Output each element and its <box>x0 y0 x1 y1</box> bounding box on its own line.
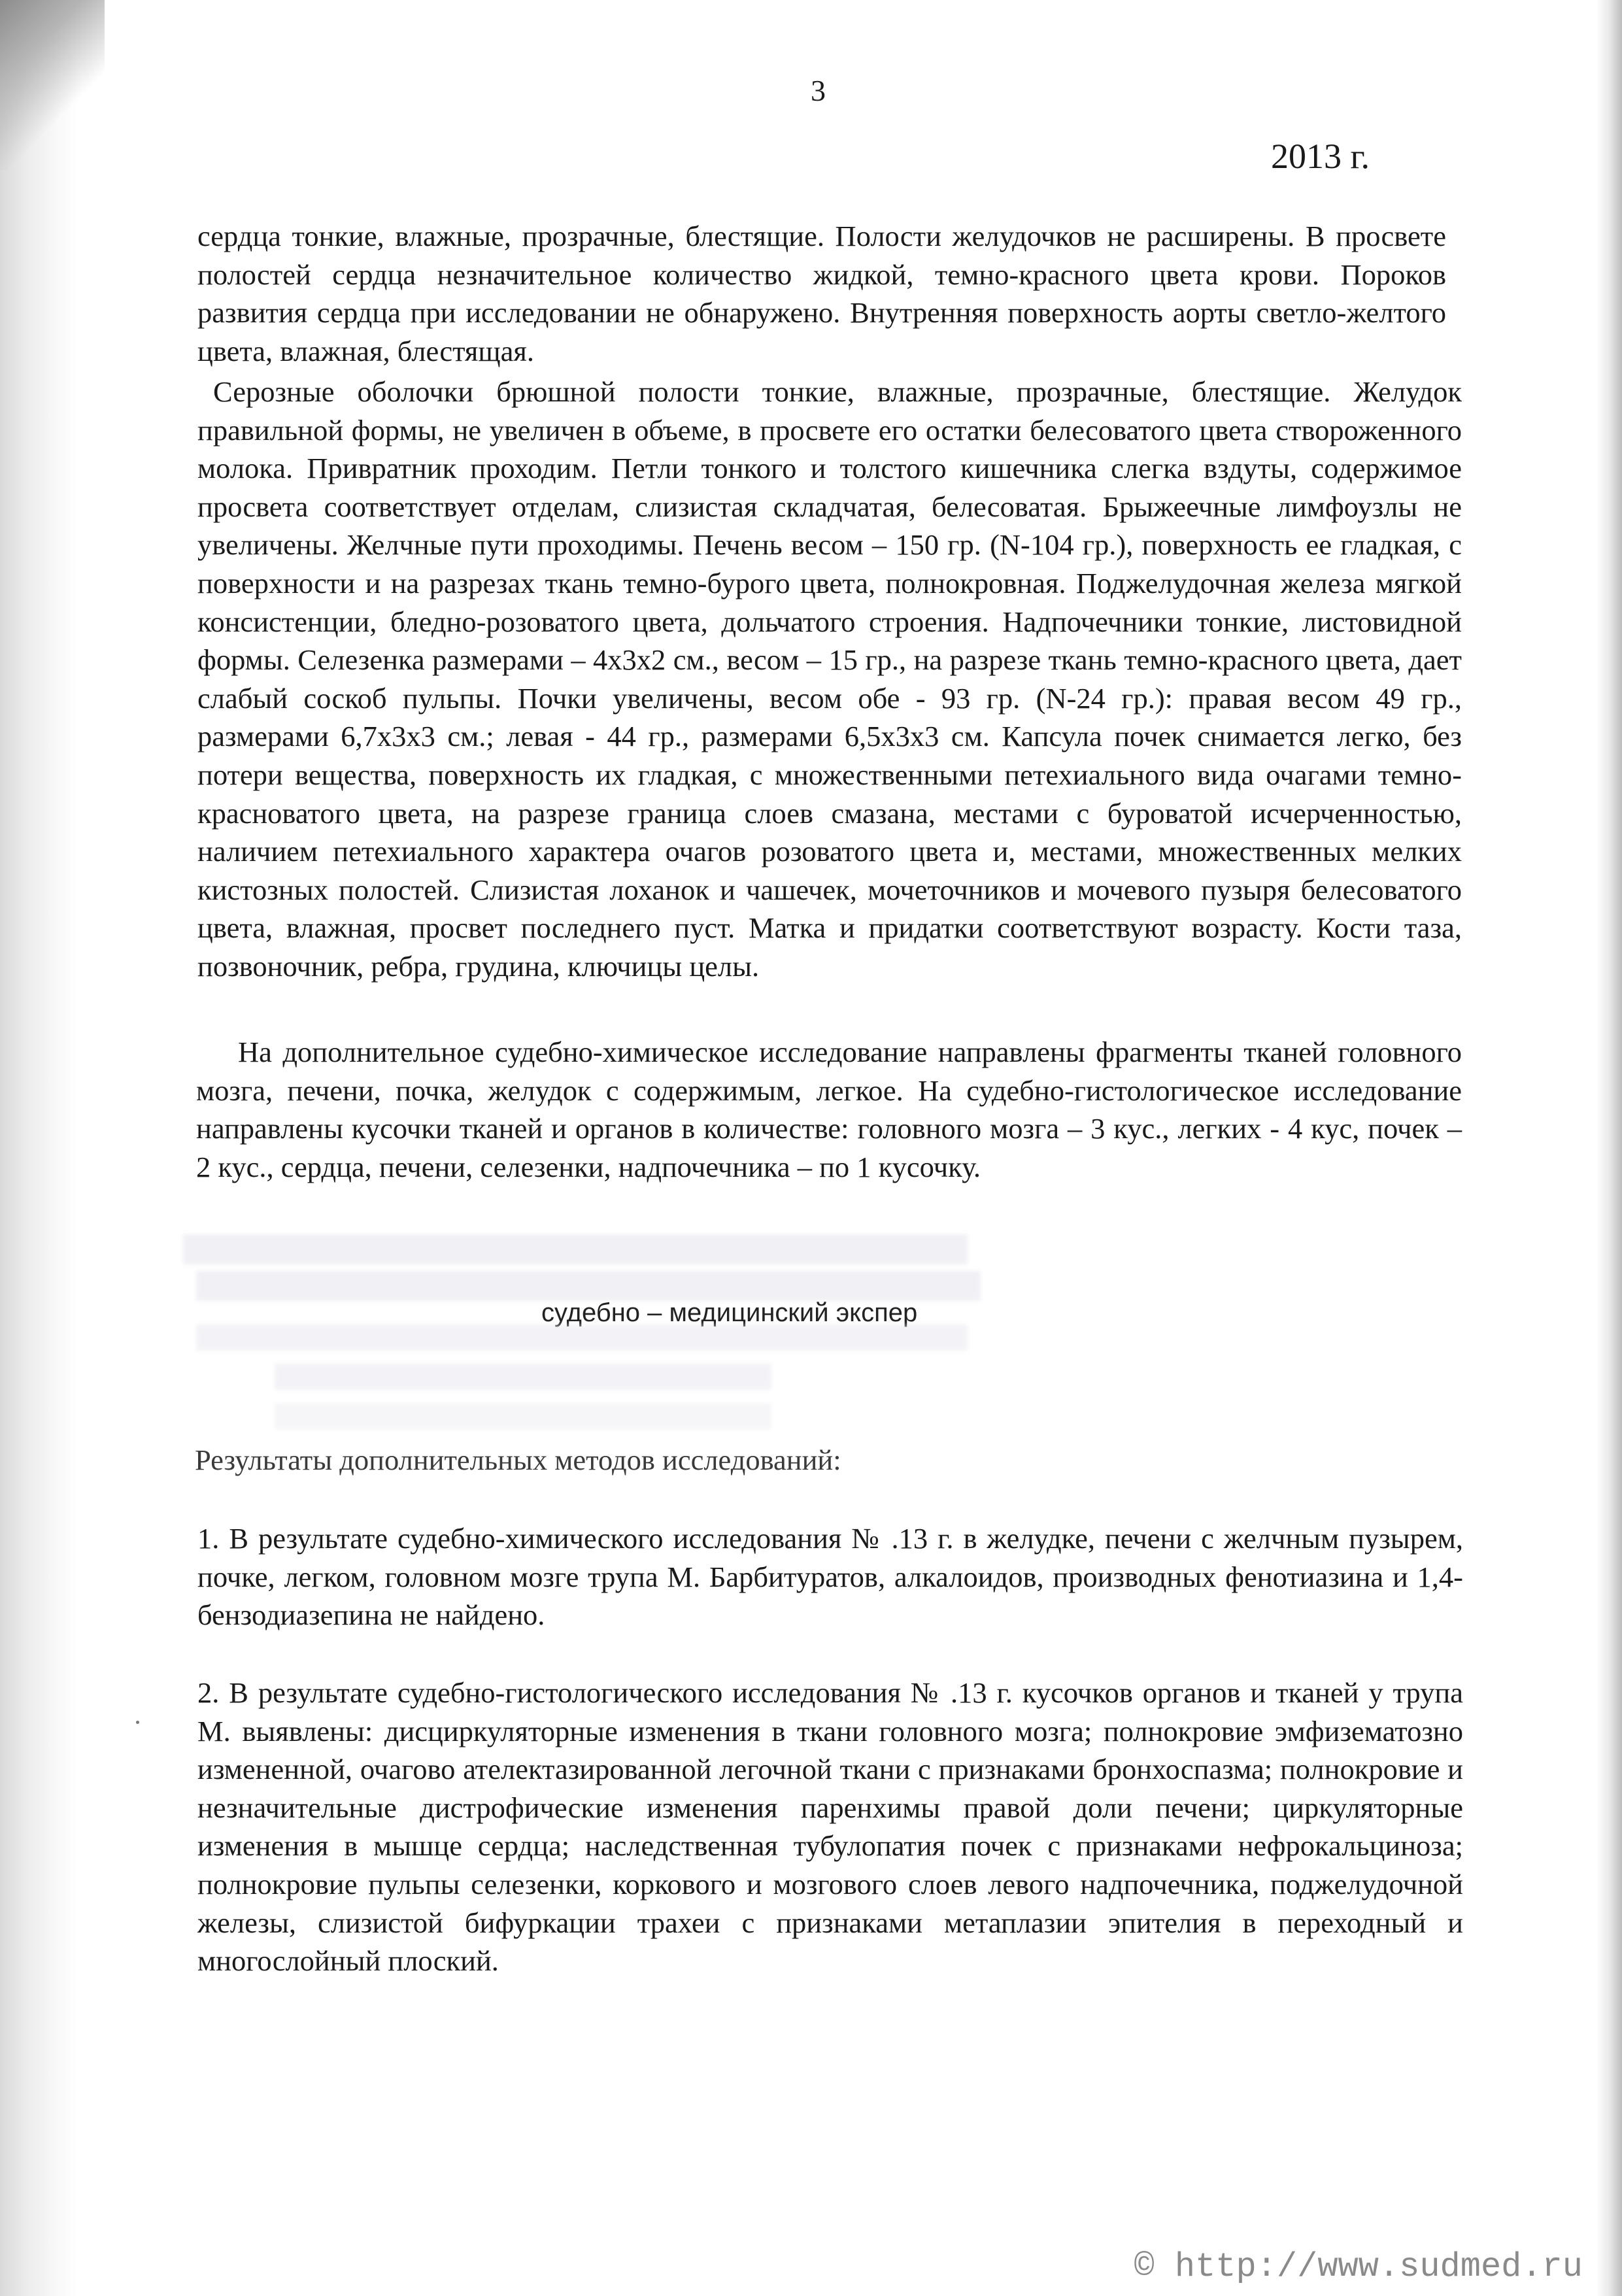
page-number: 3 <box>811 74 826 107</box>
scan-right-shadow <box>1596 0 1622 2296</box>
redacted-block <box>183 1234 968 1264</box>
expert-signature-line: судебно – медицинский экспер <box>541 1298 918 1327</box>
scan-speck <box>136 1721 139 1724</box>
paragraph-abdominal-organs: Серозные оболочки брюшной полости тонкие, влажные, прозрачные, блестящие. Желудок правильной формы, не увеличен в объеме, в просвете его остатки белесоватого цвета створоженного молока. Привратник проходим. Петли тонкого и толстого кишечника слегка вздуты, содержимое просвета соответствует отделам, слизистая складчатая, белесоватая. Брыжеечные лимфоузлы не увеличены. Желчные пути проходимы. Печень весом – 150 гр. (N-104 гр.), поверхность ее гладкая, с поверхности и на разрезах ткань темно-бурого цвета, полнокровная. Поджелудочная железа мягкой консистенции, бледно-розоватого цвета, дольчатого строения. Надпочечники тонкие, листовидной формы. Селезенка размерами – 4х3х2 см., весом – 15 гр., на разрезе ткань темно-красного цвета, дает слабый соскоб пульпы. Почки увеличены, весом обе - 93 гр. (N-24 гр.): правая весом 49 гр., размерами 6,7х3х3 см.; левая - 44 гр., размерами 6,5х3х3 см. Капсула почек снимается легко, без потери вещества, поверхность их гладкая, с множественными петехиального вида очагами темно-красноватого цвета, на разрезе граница слоев смазана, местами с буроватой исчерченностью, наличием петехиального характера очагов розоватого цвета и, местами, множественных мелких кистозных полостей. Слизистая лоханок и чашечек, мочеточников и мочевого пузыря белесоватого цвета, влажная, просвет последнего пуст. Матка и придатки соответствуют возрасту. Кости таза, позвоночник, ребра, грудина, ключицы целы. <box>197 375 1462 983</box>
redacted-block <box>196 1325 968 1351</box>
paragraph-additional-studies: На дополнительное судебно-химическое исследование направлены фрагменты тканей головного мозга, печени, почка, желудок с содержимым, легкое. На судебно-гистологическое исследование направлены кусочки тканей и органов в количестве: головного мозга – 3 кус., легких - 4 кус, почек – 2 кус., сердца, печени, селезенки, надпочечника – по 1 кусочку. <box>196 1036 1462 1183</box>
document-date: 2013 г. <box>1271 137 1370 176</box>
paragraph-histology-results: 2. В результате судебно-гистологического исследования № .13 г. кусочков органов и тканей у трупа М. выявлены: дисциркуляторные изменения в ткани головного мозга; полнокровие эмфизематозно измененной, очагово ателектазированной легочной ткани с признаками бронхоспазма; полнокровие и незначительные дистрофические изменения паренхимы правой доли печени; циркуляторные изменения в мышце сердца; наследственная тубулопатия почек с признаками нефрокальциноза; полнокровие пульпы селезенки, коркового и мозгового слоев левого надпочечника, поджелудочной железы, слизистой бифуркации трахеи с признаками метаплазии эпителия в переходный и многослойный плоский. <box>197 1676 1463 1978</box>
paragraph-chemical-results: 1. В результате судебно-химического исследования № .13 г. в желудке, печени с желчным пузырем, почке, легком, головном мозге трупа М. Барбитуратов, алкалоидов, производных фенотиазина и 1,4-бензодиазепина не найдено. <box>197 1522 1463 1632</box>
watermark-url[interactable]: © http://www.sudmed.ru <box>1134 2248 1583 2286</box>
scan-corner-fold <box>0 0 105 170</box>
redacted-block <box>275 1403 771 1429</box>
scan-left-shadow <box>0 0 78 2296</box>
paragraph-heart: сердца тонкие, влажные, прозрачные, блестящие. Полости желудочков не расширены. В просвете полостей сердца незначительное количество жидкой, темно-красного цвета крови. Пороков развития сердца при исследовании не обнаружено. Внутренняя поверхность аорты светло-желтого цвета, влажная, блестящая. <box>197 220 1446 367</box>
redacted-block <box>196 1271 981 1301</box>
results-heading: Результаты дополнительных методов исследований: <box>195 1443 841 1476</box>
redacted-block <box>275 1364 771 1390</box>
